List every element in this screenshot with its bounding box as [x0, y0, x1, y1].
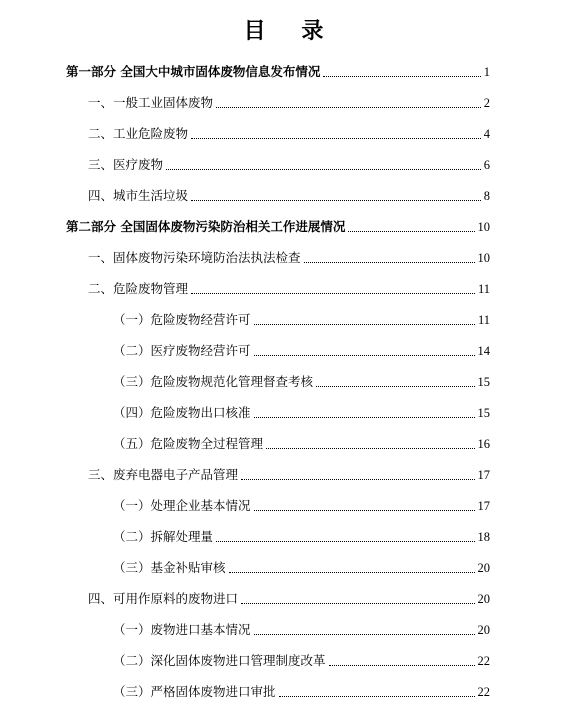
toc-entry-page-number: 20: [477, 592, 490, 606]
toc-entry-label: 第一部分 全国大中城市固体废物信息发布情况: [66, 64, 321, 79]
dot-leader: [241, 478, 474, 480]
toc-entry-page-number: 15: [477, 406, 490, 420]
toc-entry[interactable]: [88, 248, 490, 268]
toc-entry[interactable]: [113, 372, 490, 392]
toc-entry-label: 一、固体废物污染环境防治法执法检查: [88, 250, 301, 265]
toc-entry[interactable]: [113, 403, 490, 423]
dot-leader: [241, 602, 474, 604]
toc-entry[interactable]: [66, 217, 490, 237]
toc-entry-page-number: 2: [483, 96, 490, 110]
toc-entry-label: （二）医疗废物经营许可: [113, 343, 251, 358]
toc-entry-page-number: 18: [477, 530, 490, 544]
toc-entry[interactable]: [88, 155, 490, 175]
toc-entry[interactable]: [113, 310, 490, 330]
toc-entry-label: （二）深化固体废物进口管理制度改革: [113, 653, 326, 668]
toc-entry[interactable]: [113, 651, 490, 671]
toc-entry[interactable]: [113, 527, 490, 547]
toc-entry-label: 第二部分 全国固体废物污染防治相关工作进展情况: [66, 219, 346, 234]
dot-leader: [279, 695, 475, 697]
dot-leader: [266, 447, 474, 449]
toc-entry[interactable]: [88, 93, 490, 113]
toc-entry-label: （三）基金补贴审核: [113, 560, 226, 575]
toc-entry-label: 一、一般工业固体废物: [88, 95, 214, 110]
toc-entry-page-number: 20: [477, 623, 490, 637]
dot-leader: [316, 385, 474, 387]
toc-entry-page-number: 8: [483, 189, 490, 203]
toc-entry-label: 四、可用作原料的废物进口: [88, 591, 239, 606]
toc-entry-page-number: 10: [477, 220, 490, 234]
toc-entry-label: （二）拆解处理量: [113, 529, 214, 544]
page-title: 目 录: [243, 18, 338, 44]
dot-leader: [216, 106, 481, 108]
toc-entry-page-number: 11: [477, 282, 490, 296]
dot-leader: [216, 540, 474, 542]
toc-entry-page-number: 22: [477, 685, 490, 699]
dot-leader: [323, 75, 480, 77]
dot-leader: [254, 323, 475, 325]
toc-entry-label: （五）危险废物全过程管理: [113, 436, 264, 451]
toc-entry-page-number: 11: [477, 313, 490, 327]
dot-leader: [254, 509, 475, 511]
dot-leader: [191, 199, 481, 201]
toc-entry-page-number: 4: [483, 127, 490, 141]
dot-leader: [348, 230, 474, 232]
toc-entry[interactable]: [88, 279, 490, 299]
toc-entry-label: （一）废物进口基本情况: [113, 622, 251, 637]
dot-leader: [191, 137, 481, 139]
toc-entry-label: （三）严格固体废物进口审批: [113, 684, 276, 699]
toc-entry-page-number: 6: [483, 158, 490, 172]
toc-entry-label: （三）危险废物规范化管理督查考核: [113, 374, 314, 389]
toc-entry-label: 三、医疗废物: [88, 157, 164, 172]
toc-entry-page-number: 10: [477, 251, 490, 265]
toc-entry-page-number: 17: [477, 499, 490, 513]
toc-entry-label: 二、工业危险废物: [88, 126, 189, 141]
toc-entry-label: 四、城市生活垃圾: [88, 188, 189, 203]
toc-entry[interactable]: [113, 558, 490, 578]
toc-entry-label: （一）危险废物经营许可: [113, 312, 251, 327]
toc-entry[interactable]: [113, 682, 490, 702]
toc-entry-page-number: 1: [483, 65, 490, 79]
toc-entry-page-number: 14: [477, 344, 490, 358]
toc-entry[interactable]: [88, 124, 490, 144]
dot-leader: [254, 354, 475, 356]
dot-leader: [304, 261, 475, 263]
toc-entry[interactable]: [66, 62, 490, 82]
dot-leader: [254, 416, 475, 418]
toc-entry-label: （四）危险废物出口核准: [113, 405, 251, 420]
dot-leader: [329, 664, 475, 666]
dot-leader: [229, 571, 475, 573]
dot-leader: [166, 168, 481, 170]
toc-entry[interactable]: [88, 589, 490, 609]
toc-entry[interactable]: [113, 620, 490, 640]
toc-entry-page-number: 20: [477, 561, 490, 575]
toc-entry-label: 二、危险废物管理: [88, 281, 189, 296]
toc-entry[interactable]: [88, 186, 490, 206]
toc-entry[interactable]: [113, 496, 490, 516]
toc-entry-page-number: 17: [477, 468, 490, 482]
toc-entry[interactable]: [113, 434, 490, 454]
dot-leader: [191, 292, 475, 294]
toc-entry-label: （一）处理企业基本情况: [113, 498, 251, 513]
toc-entry-page-number: 15: [477, 375, 490, 389]
dot-leader: [254, 633, 475, 635]
toc-entry[interactable]: [88, 465, 490, 485]
toc-entry[interactable]: [113, 341, 490, 361]
toc-entry-label: 三、废弃电器电子产品管理: [88, 467, 239, 482]
toc-entry-page-number: 22: [477, 654, 490, 668]
toc-entry-page-number: 16: [477, 437, 490, 451]
